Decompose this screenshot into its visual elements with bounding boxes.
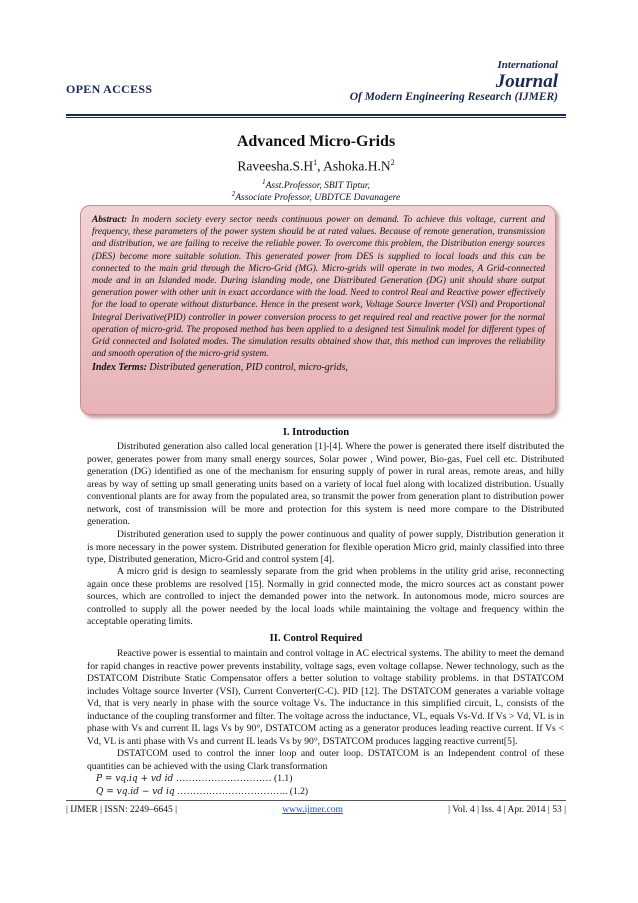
section-2-heading: II. Control Required bbox=[269, 633, 363, 644]
journal-title-block bbox=[350, 60, 558, 104]
affiliation-1-text: Asst.Professor, SBIT Tiptur, bbox=[265, 181, 370, 192]
journal-line-2: Journal bbox=[495, 70, 558, 92]
equation-1-1 bbox=[96, 773, 292, 784]
section-1-paragraph-3 bbox=[87, 566, 564, 629]
header-rule-top bbox=[66, 114, 566, 116]
abstract-label: Abstract: bbox=[92, 215, 128, 225]
equation-1-1-formula: P = vq.iq + vd id bbox=[96, 774, 174, 784]
paper-authors: $Raveesha.S.H^1$, $Ashoka.H.N^2$ bbox=[237, 158, 395, 174]
section-2-paragraph-1-text: Reactive power is essential to maintain and control voltage in AC electrical systems. The ability to meet the demand for rapid changes in reactive power prevents instability, voltage sags, even voltage collapse. Newer technology, such as the DSTATCOM Distribute Static Compensator offers a better solution to voltage stability problems. in that DSTATCOM includes Voltage source Inverter (VSI), Current Converter(C-C). PID [12]. The DSTATCOM generates a variable voltage Vd, that is very nearly in phase with the source voltage Vs. The inductance in this simplified circuit, L, consists of the inductance of the coupling transformer and filter. The voltage across the inductance, VL, equals Vs-Vd. If Vs > Vd, VL is in phase with Vs and current IL lags Vs by 90°, DSTATCOM acting as a generator produces leading reactive current. If Vs < Vd, VL is anti phase with Vs and current IL leads Vs by 90°, DSTATCOM produces lagging reactive current[5]. bbox=[87, 648, 564, 747]
section-1-paragraph-3-text: A micro grid is design to seamlessly separate from the grid when problems in the utility grid arise, reconnecting again once these problems are resolved [15]. Normally in grid connected mode, the micro sources act as constant power sources, which are controlled to inject the demanded power into the network. In autonomous mode, micro sources are controlled to supply all the power needed by the local loads while maintaining the voltage and frequency within the acceptable operating limits. bbox=[87, 566, 564, 628]
equation-1-1-number: ………………………… (1.1) bbox=[175, 773, 293, 784]
index-terms-label: Index Terms: bbox=[92, 362, 147, 374]
affiliation-2: $^2$Associate Professor, UBDTCE Davanagere bbox=[231, 190, 401, 204]
equation-1-2 bbox=[96, 786, 308, 797]
affiliation-1: $^1$Asst.Professor, SBIT Tiptur, bbox=[262, 178, 370, 192]
open-access-logo bbox=[66, 82, 152, 97]
open-access-text: OPEN ACCESS bbox=[66, 82, 153, 96]
section-2-paragraph-2-text: DSTATCOM used to control the inner loop and outer loop. DSTATCOM is an Independent control of these quantities can be achieved with the using Clark transformation bbox=[87, 748, 564, 772]
footer-rule bbox=[66, 800, 566, 801]
section-1-paragraph-2-text: Distributed generation used to supply the power continuous and quality of power supply, Distribution generation it is more necessary in the power system. Distributed generation for flexible operation Micro grid, mainly classified into three type, Distributed generation, Micro-Grid and control system [4]. bbox=[87, 529, 564, 566]
section-2-paragraph-2 bbox=[87, 748, 564, 773]
header-rule-bottom bbox=[66, 117, 566, 118]
footer-issn: | IJMER | ISSN: 2249–6645 | bbox=[66, 805, 178, 815]
page-footer bbox=[66, 805, 566, 815]
abstract-text: In modern society every sector needs continuous power on demand. To achieve this voltage, current and frequency, these parameters of the power system should be at rated values. Because of remote generation, transmission and distribution, we are failing to receive the reliable power. To overcome this problem, the Distribution energy sources (DES) become more suitable solution. This generated power from DES is supplied to local loads and this can be connected to the main grid through the Micro-Grid (MG). Micro-grids will operate in two modes, A Grid-connected mode and in an Islanded mode. During islanding mode, one Distributed Generation (DG) unit should share output generation power with other unit in exact accordance with the load. Need to control Real and Reactive power effectively for the load to operate without disturbance. Hence in the present work, Voltage Source Inverter (VSI) and Proportional Integral Derivative(PID) controller in power conversion process to get required real and reactive power for the normal operation of micro-grid. The proposed method has been applied to a designed test Simulink model for different types of Grid connected and Isolated modes. The simulation results obtained show that, this method can improves the reliability and smooth operation of the micro-grid system. bbox=[92, 215, 546, 360]
section-1-heading: I. Introduction bbox=[282, 427, 350, 438]
affiliation-2-text: Associate Professor, UBDTCE Davanagere bbox=[235, 193, 401, 204]
section-2-paragraph-1 bbox=[87, 648, 564, 748]
abstract-box bbox=[80, 205, 556, 415]
paper-title: Advanced Micro-Grids bbox=[236, 133, 396, 150]
footer-volume-page: | Vol. 4 | Iss. 4 | Apr. 2014 | 53 | bbox=[448, 805, 566, 815]
equation-1-2-number: …………………………….. (1.2) bbox=[177, 786, 309, 797]
equation-1-2-formula: Q = vq.id − vd iq bbox=[96, 787, 175, 797]
journal-line-3: Of Modern Engineering Research (IJMER) bbox=[349, 91, 558, 104]
footer-journal-link[interactable]: www.ijmer.com bbox=[282, 805, 343, 815]
abstract-paragraph bbox=[92, 214, 545, 360]
index-terms bbox=[92, 362, 545, 374]
journal-line-1: International bbox=[497, 59, 558, 71]
section-1-paragraph-1 bbox=[87, 441, 564, 529]
section-1-paragraph-2 bbox=[87, 529, 564, 567]
section-1-paragraph-1-text: Distributed generation also called local generation [1]-[4]. Where the power is generated there itself distributed the power, generates power from many small energy sources, Solar power , Wind power, Bio-gas, Fuel cell etc. Distributed generation (DG) identified as one of the mechanism for ensuring supply of power in rural areas, remote areas, and hilly areas by way of setting up small generating units based on a variety of local fuel along with localized distribution. Usually conventional plants are for away from the populated area, so transmit the power from generation plant to distribution power network, cost of transmission will be more and protection for this system is need more compare to the Distributed generation. bbox=[87, 441, 564, 528]
index-terms-text: Distributed generation, PID control, micro-grids, bbox=[149, 362, 348, 374]
